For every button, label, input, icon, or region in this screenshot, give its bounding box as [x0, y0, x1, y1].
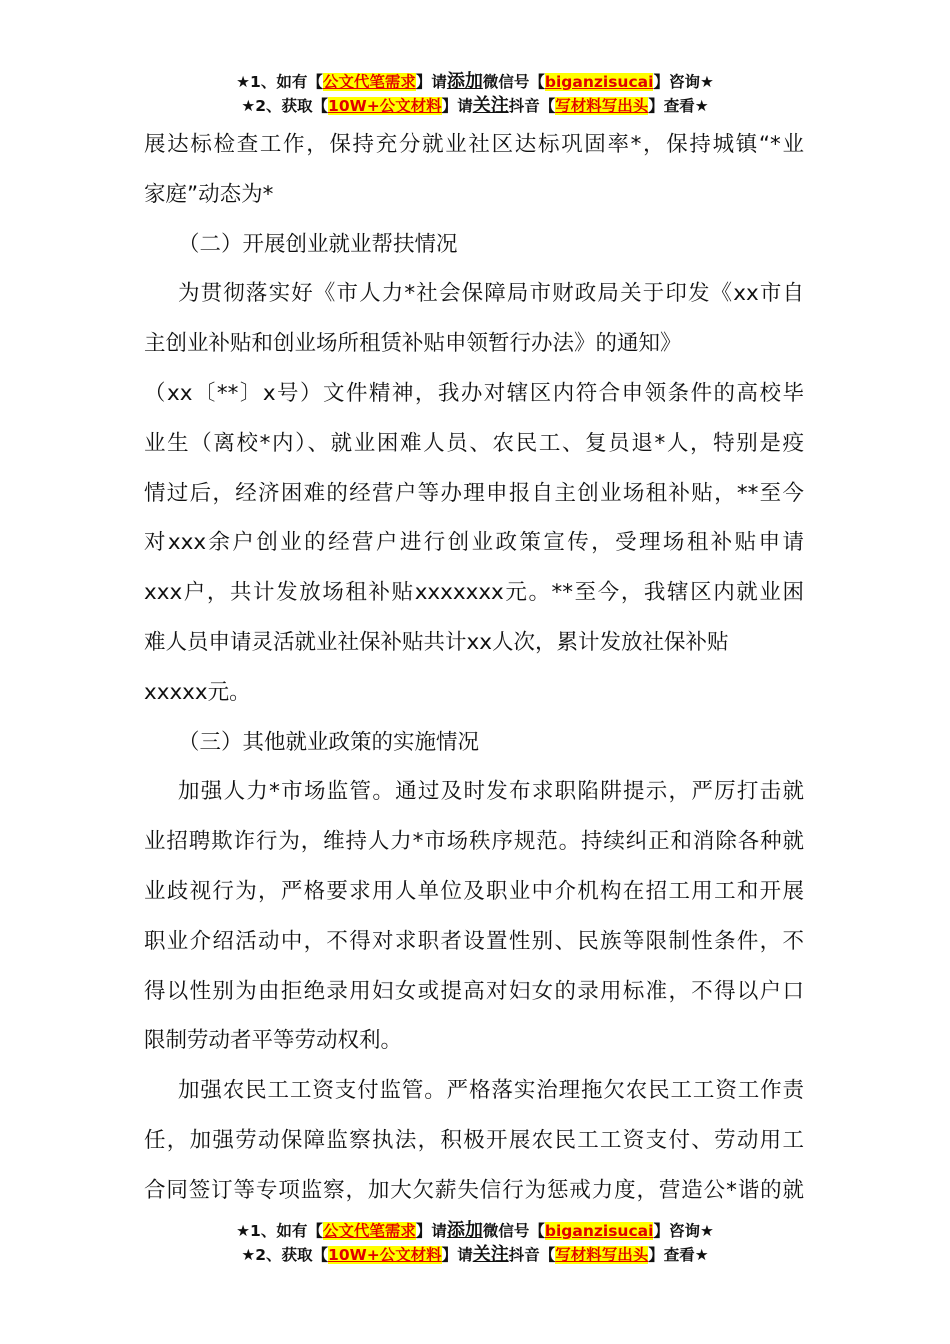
text: 】查看★ — [648, 97, 709, 115]
text: 微信号【 — [482, 73, 545, 91]
text: 】请 — [415, 1222, 447, 1240]
text-line: 难人员申请灵活就业社保补贴共计xx人次，累计发放社保补贴 — [144, 629, 729, 655]
highlight: 10W+公文材料 — [328, 1246, 442, 1264]
promo-line-2 — [0, 94, 950, 118]
text: ★1、如有【 — [236, 73, 323, 91]
text-line: 限制劳动者平等劳动权利。 — [144, 1028, 403, 1054]
text-line: 主创业补贴和创业场所租赁补贴申领暂行办法》的通知》 — [144, 331, 682, 357]
promo-banner-bottom — [0, 1219, 950, 1267]
text-line: 展达标检查工作，保持充分就业社区达标巩固率*，保持城镇“*业 — [144, 132, 804, 157]
text-line: 情过后，经济困难的经营户等办理申报自主创业场租补贴，**至今 — [144, 480, 804, 506]
wechat-id: biganzisucai — [544, 1222, 654, 1240]
text-line: 加强农民工工资支付监管。严格落实治理拖欠农民工工资工作责 — [178, 1078, 804, 1104]
text-line: 业生（离校*内）、就业困难人员、农民工、复员退*人，特别是疫 — [144, 430, 804, 456]
text: 抖音【 — [508, 1246, 556, 1264]
highlight: 公文代笔需求 — [322, 73, 416, 91]
promo-line-2 — [0, 1243, 950, 1267]
highlight: 公文代笔需求 — [322, 1222, 416, 1240]
text-line: xxx户，共计发放场租补贴xxxxxxx元。**至今，我辖区内就业困 — [144, 580, 804, 606]
text-line: xxxxx元。 — [144, 679, 251, 705]
document-body — [144, 120, 804, 1216]
text: 】查看★ — [648, 1246, 709, 1264]
douyin-id: 写材料写出头 — [555, 97, 649, 115]
emphasis: 添加 — [446, 71, 483, 92]
text: 】咨询★ — [653, 1222, 714, 1240]
text-line: 业歧视行为，严格要求用人单位及职业中介机构在招工用工和开展 — [144, 878, 804, 904]
text-line: 职业介绍活动中，不得对求职者设置性别、民族等限制性条件，不 — [144, 928, 804, 954]
text-line: 对xxx余户创业的经营户进行创业政策宣传，受理场租补贴申请 — [144, 530, 804, 556]
text: 微信号【 — [482, 1222, 545, 1240]
text-line: 加强人力*市场监管。通过及时发布求职陷阱提示，严厉打击就 — [178, 779, 804, 805]
text: 】咨询★ — [653, 73, 714, 91]
text-line: 业招聘欺诈行为，维持人力*市场秩序规范。持续纠正和消除各种就 — [144, 829, 804, 855]
text: 】请 — [415, 73, 447, 91]
text: 】请 — [441, 1246, 473, 1264]
text-line: 为贯彻落实好《市人力*社会保障局市财政局关于印发《xx市自 — [178, 281, 804, 307]
highlight: 10W+公文材料 — [328, 97, 442, 115]
text: 】请 — [441, 97, 473, 115]
text-line: （二）开展创业就业帮扶情况 — [178, 231, 458, 257]
douyin-id: 写材料写出头 — [555, 1246, 649, 1264]
text-line: 得以性别为由拒绝录用妇女或提高对妇女的录用标准，不得以户口 — [144, 978, 804, 1004]
text-line: 合同签订等专项监察，加大欠薪失信行为惩戒力度，营造公*谐的就 — [144, 1177, 804, 1203]
text-line: 家庭”动态为* — [144, 181, 274, 207]
text-line: （xx〔**〕x号）文件精神，我办对辖区内符合申领条件的高校毕 — [144, 380, 804, 406]
promo-banner-top — [0, 70, 950, 118]
text: 抖音【 — [508, 97, 556, 115]
text: ★2、获取【 — [241, 1246, 329, 1264]
promo-line-1 — [0, 1219, 950, 1243]
emphasis: 关注 — [472, 95, 509, 116]
text: ★1、如有【 — [236, 1222, 323, 1240]
promo-line-1 — [0, 70, 950, 94]
emphasis: 添加 — [446, 1220, 483, 1241]
wechat-id: biganzisucai — [544, 73, 654, 91]
text-line: （三）其他就业政策的实施情况 — [178, 729, 480, 755]
emphasis: 关注 — [472, 1244, 509, 1265]
text-line: 任，加强劳动保障监察执法，积极开展农民工工资支付、劳动用工 — [144, 1127, 804, 1153]
text: ★2、获取【 — [241, 97, 329, 115]
